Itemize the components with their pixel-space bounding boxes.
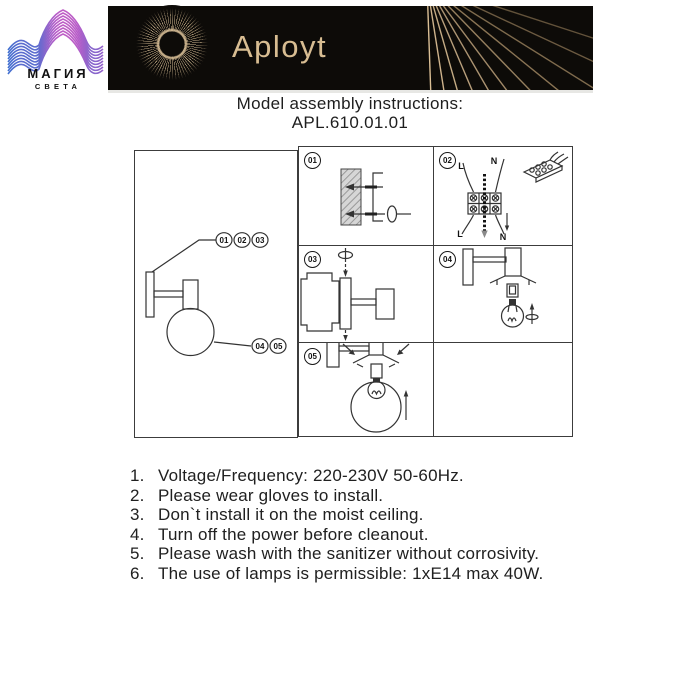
model-number: APL.610.01.01 (291, 112, 409, 132)
list-item (130, 525, 600, 545)
item-number: 2. (130, 485, 145, 505)
item-number: 3. (130, 505, 145, 525)
item-text: Please wear gloves to install. (158, 485, 384, 505)
brand-name: Aployt (232, 29, 328, 64)
brand-banner (108, 6, 593, 93)
item-text: Voltage/Frequency: 220-230V 50-60Hz. (158, 466, 464, 485)
step-badge: 02 (439, 152, 456, 169)
rays-decoration-icon (418, 6, 593, 90)
list-item (130, 544, 600, 564)
assembly-step-panel-05 (299, 343, 434, 436)
list-item (130, 486, 600, 506)
step-badge: 03 (304, 251, 321, 268)
item-text: The use of lamps is permissible: 1xE14 max 40W. (158, 563, 544, 583)
item-number: 5. (130, 544, 145, 564)
item-number: 1. (130, 466, 145, 485)
item-number: 6. (130, 563, 145, 583)
logo-title: МАГИЯ (27, 66, 89, 81)
sunburst-icon (133, 5, 211, 83)
page-title (0, 95, 700, 132)
item-text: Don`t install it on the moist ceiling. (158, 505, 424, 525)
empty-panel (434, 343, 572, 436)
list-item (130, 466, 600, 486)
product-overview-panel (134, 150, 298, 438)
title-line1: Model assembly instructions: (236, 94, 464, 113)
callout-05: 05 (273, 342, 283, 351)
step-badge: 01 (304, 152, 321, 169)
callout-01: 01 (219, 236, 229, 245)
wire-label-l-top: L (458, 161, 464, 171)
item-text: Turn off the power before cleanout. (158, 524, 429, 544)
assembly-step-panel-01 (299, 147, 434, 246)
list-item (130, 505, 600, 525)
step-badge: 04 (439, 251, 456, 268)
assembly-step-panel-03 (299, 246, 434, 343)
callout-04: 04 (255, 342, 265, 351)
instruction-list (130, 466, 600, 584)
logo-subtitle: СВЕТА (34, 82, 82, 91)
wire-label-n-top: N (490, 156, 498, 166)
callout-02: 02 (237, 236, 247, 245)
step-badge: 05 (304, 348, 321, 365)
wire-label-n-bottom: N (499, 232, 507, 242)
item-number: 4. (130, 524, 145, 544)
callout-03: 03 (255, 236, 265, 245)
wall-lamp-drawing (135, 151, 297, 437)
list-item (130, 564, 600, 584)
magia-sveta-logo (6, 4, 106, 94)
item-text: Please wash with the sanitizer without corrosivity. (158, 544, 540, 564)
assembly-step-panel-02 (434, 147, 572, 246)
assembly-step-panel-04 (434, 246, 572, 343)
logo-waves-icon (8, 10, 103, 74)
assembly-steps-grid (298, 146, 573, 437)
wire-label-l-bottom: L (457, 229, 463, 239)
